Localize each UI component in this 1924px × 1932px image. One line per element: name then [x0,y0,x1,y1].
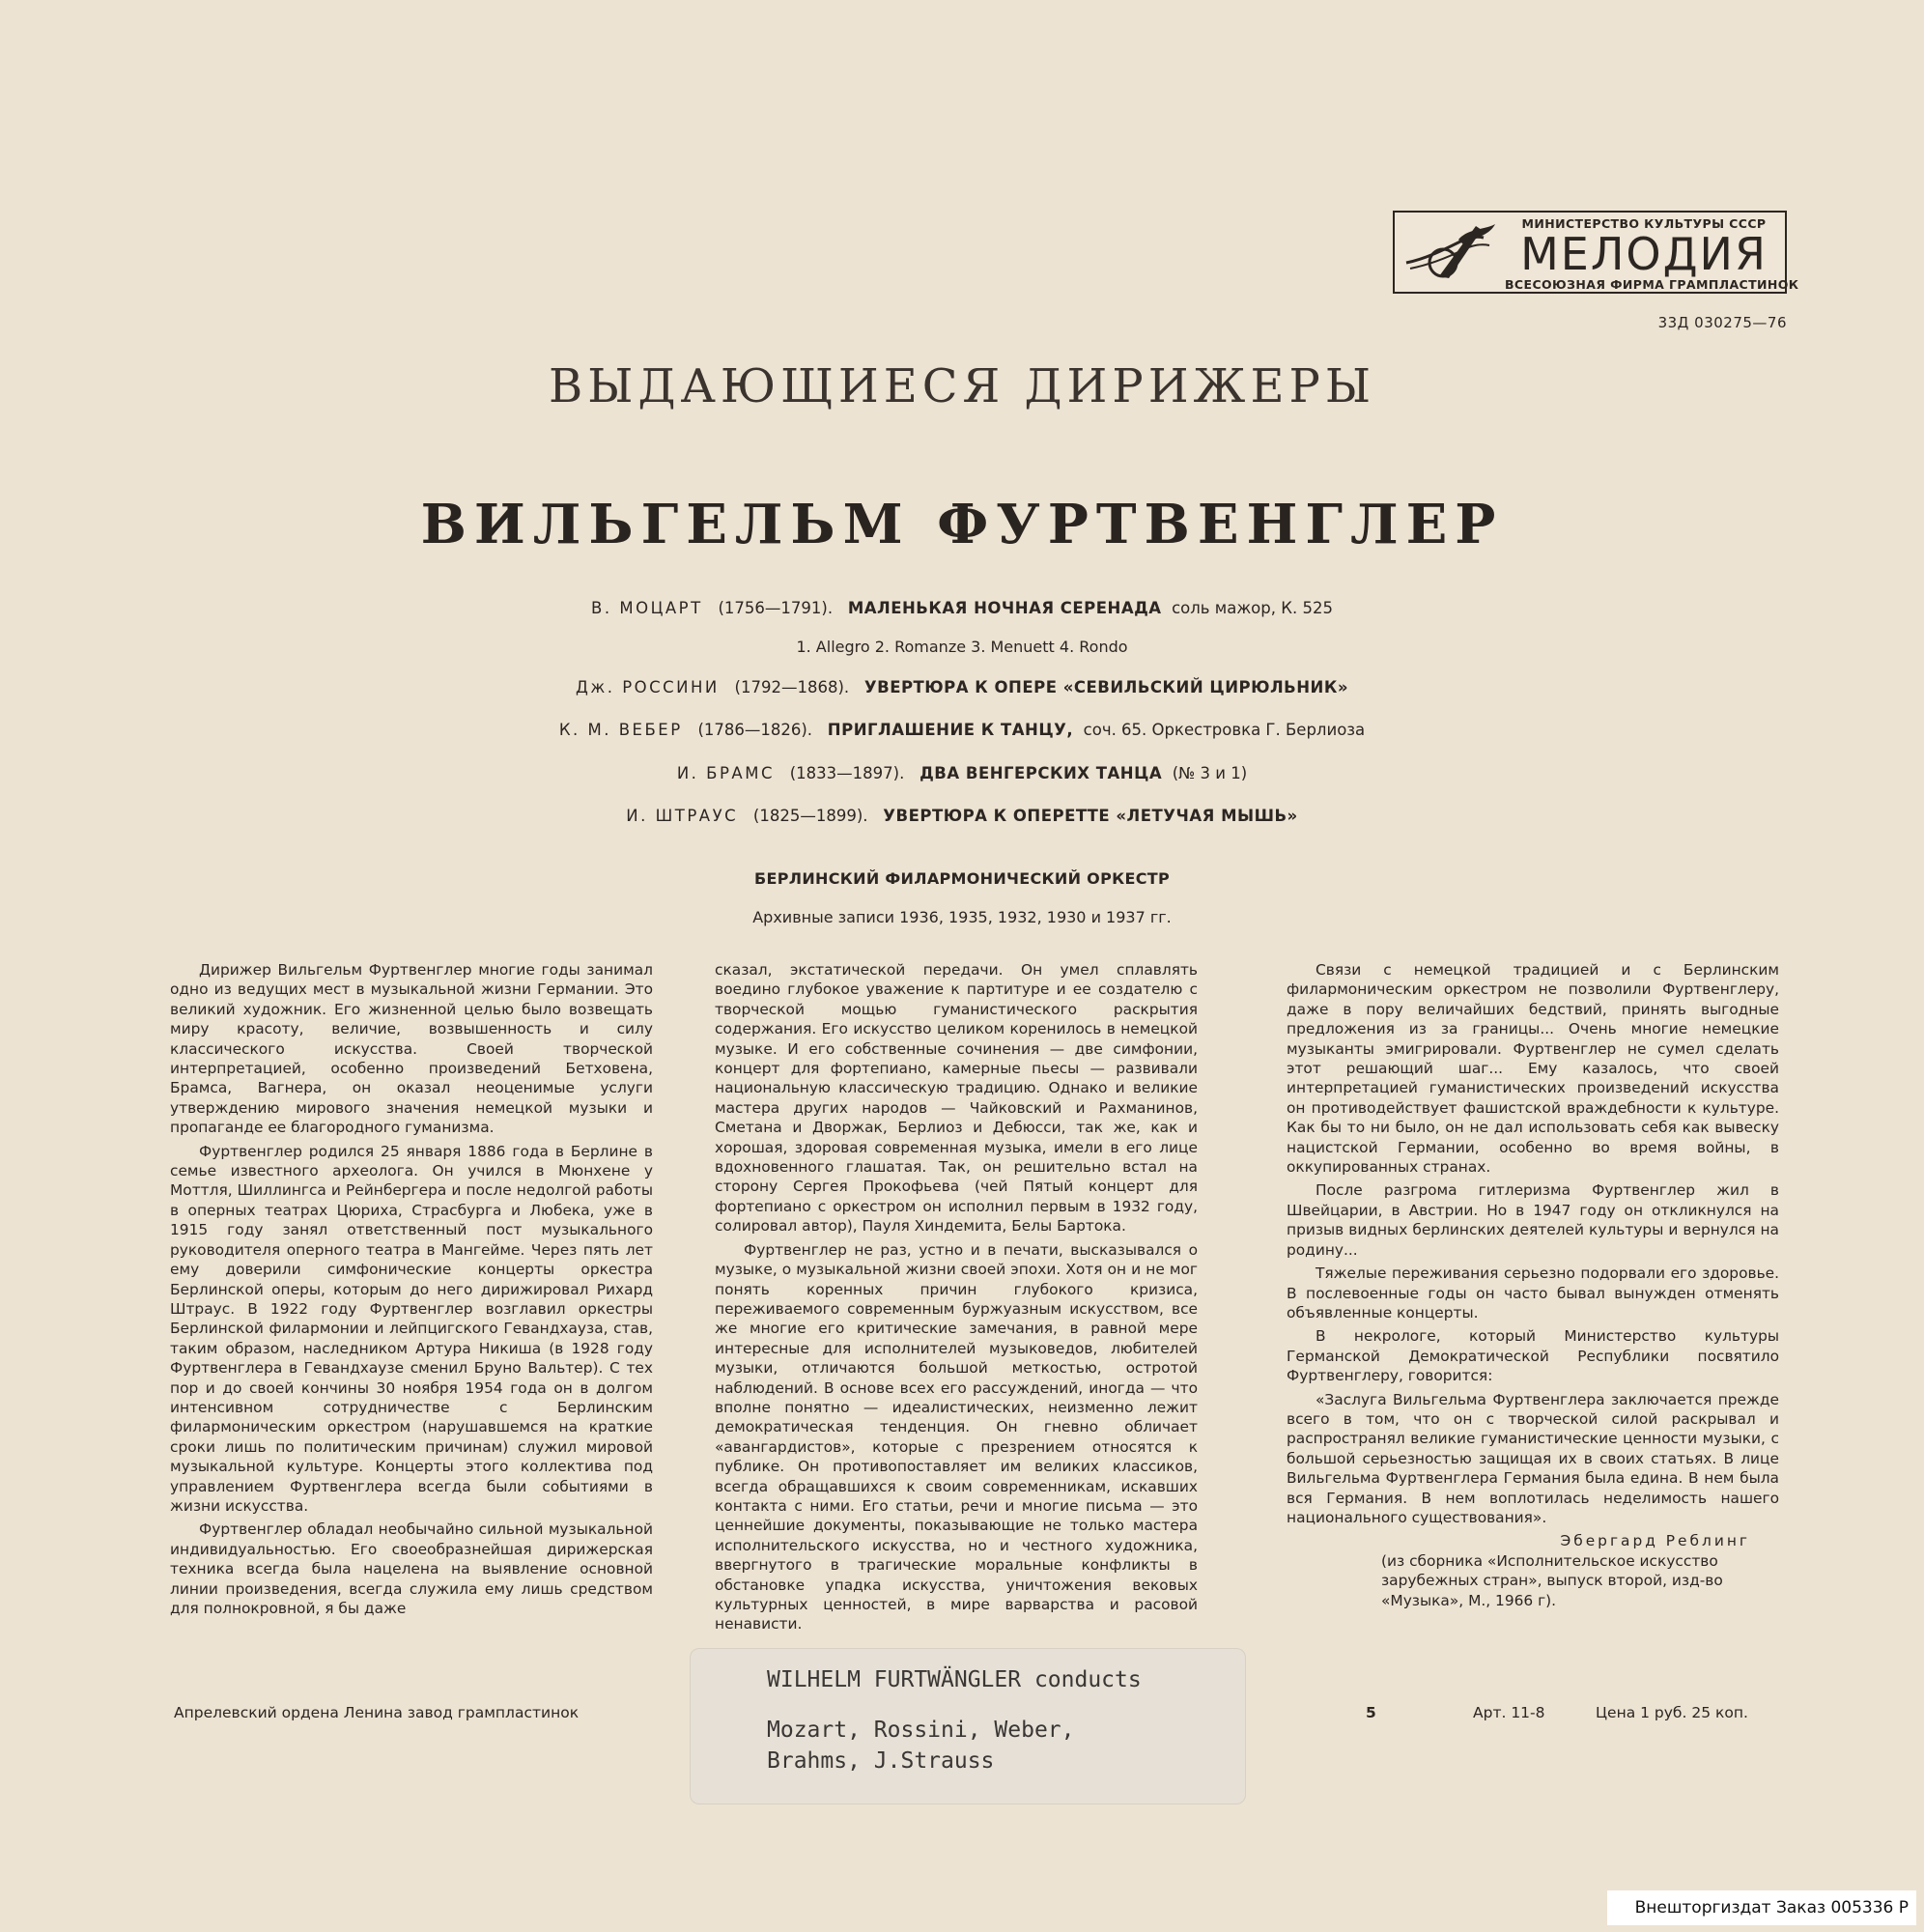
program-mozart-movements: 1. Allegro 2. Romanze 3. Menuett 4. Rondo [796,638,1128,656]
work-details: соль мажор, К. 525 [1172,599,1333,617]
logo-firm-text: ВСЕСОЮЗНАЯ ФИРМА ГРАМПЛАСТИНОК [1505,277,1799,292]
paragraph: Связи с немецкой традицией и с Берлинским филармоническим оркестром не позволили Фуртвенглеру, даже в пору величайших бедствий, принять выгодные предложения из за границы... Очень многие немецкие музыканты эмигрировали. Фуртвенглер не сумел сделать этот решающий шаг... Ему казалось, что своей интерпретацией гуманистических произведений искусства он противодействует фашистской враждебности к культуре. Как бы то ни было, он не дал использовать себя как вывеску нацистской Германии, особенно во время войны, в оккупированных странах. [1287,961,1779,1177]
archive-note: Архивные записи 1936, 1935, 1932, 1930 и 1937 гг. [752,908,1172,926]
program-brahms [0,764,1924,782]
catalog-number: 33Д 030275—76 [1657,314,1787,331]
signature-source: (из сборника «Исполнительское искусство зарубежных стран», выпуск второй, изд-во «Музыка», М., 1966 г). [1381,1551,1723,1609]
series-title: ВЫДАЮЩИЕСЯ ДИРИЖЕРЫ [548,359,1376,413]
melodiya-emblem-icon [1401,220,1501,286]
paragraph: Фуртвенглер не раз, устно и в печати, высказывался о музыке, о музыкальной жизни своей эпохи. Хотя он и не мог понять коренных причин глубокого кризиса, переживаемого современным буржуазным искусством, все же многие его критические замечания, в равной мере интересные для исполнителей музыковедов, любителей музыки, отличаются большой меткостью, остротой наблюдений. В основе всех его рассуждений, иногда — что вполне понятно — идеалистических, неизменно лежит демократическая тенденция. Он гневно обличает «авангардистов», которые с презрением относятся к публике. Он противопоставляет им великих классиков, всегда обращавшихся к своим современникам, искавших контакта с ними. Его статьи, речи и многие письма — это ценнейшие документы, показывающие не только мастера исполнительского искусства, но и честного художника, ввергнутого в трагические моральные конфликты в обстановке упадка искусства, уничтожения вековых культурных ценностей, в мире варварства и расовой ненависти. [715,1240,1198,1634]
composer-years: (1833—1897). [789,764,905,782]
sticker-line-3: Brahms, J.Strauss [767,1748,995,1774]
work-title: УВЕРТЮРА К ОПЕРЕТТЕ «ЛЕТУЧАЯ МЫШЬ» [883,807,1298,825]
article-number: Арт. 11-8 [1473,1704,1545,1721]
typed-sticker-label [690,1648,1246,1804]
work-details: соч. 65. Оркестровка Г. Берлиоза [1083,721,1366,739]
composer-years: (1756—1791). [718,599,834,617]
paragraph: В некрологе, который Министерство культуры Германской Демократической Республики посвятило Фуртвенглеру, говорится: [1287,1327,1779,1385]
signature-name: Эбергард Реблинг [1560,1532,1750,1550]
composer-name: Дж. РОССИНИ [575,678,720,696]
text-column-2 [715,960,1198,1638]
paragraph: Тяжелые переживания серьезно подорвали его здоровье. В послевоенные годы он часто бывал вынужден отменять объявленные концерты. [1287,1264,1779,1321]
work-title: ПРИГЛАШЕНИЕ К ТАНЦУ, [827,721,1074,739]
work-title: ДВА ВЕНГЕРСКИХ ТАНЦА [920,764,1163,782]
text-column-1 [170,960,653,1622]
composer-years: (1786—1826). [697,721,813,739]
composer-years: (1792—1868). [734,678,850,696]
paragraph: После разгрома гитлеризма Фуртвенглер жил в Швейцарии, в Австрии. Но в 1947 году он откликнулся на призыв видных берлинских деятелей культуры и вернулся на родину... [1287,1181,1779,1259]
paragraph: Фуртвенглер обладал необычайно сильной музыкальной индивидуальностью. Его своеобразнейшая дирижерская техника всегда была нацелена на выявление основной линии произведения, всегда служила ему лишь средством для полнокровной, я бы даже [170,1520,653,1617]
work-details: (№ 3 и 1) [1172,764,1248,782]
artist-title: ВИЛЬГЕЛЬМ ФУРТВЕНГЛЕР [420,493,1504,556]
sticker-line-1: WILHELM FURTWÄNGLER conducts [767,1667,1142,1692]
program-weber [0,721,1924,739]
program-rossini [0,678,1924,696]
paragraph: Дирижер Вильгельм Фуртвенглер многие годы занимал одно из ведущих мест в музыкальной жизни Германии. Это великий художник. Его жизненной целью было возвещать миру красоту, величие, возвышенность и силу классического искусства. Своей творческой интерпретацией, особенно произведений Бетховена, Брамса, Вагнера, он оказал неоценимые услуги утверждению мирового значения немецкой музыки и пропаганде ее благородного гуманизма. [170,961,653,1137]
composer-name: И. БРАМС [676,764,775,782]
composer-name: К. М. ВЕБЕР [558,721,683,739]
paragraph: Фуртвенглер родился 25 января 1886 года в Берлине в семье известного археолога. Он учился в Мюнхене у Моттля, Шиллингса и Рейнбергера и после недолгой работы в оперных театрах Цюриха, Страсбурга и Любека, уже в 1915 году занял ответственный пост музыкального руководителя оперного театра в Мангейме. Через пять лет ему доверили симфонические концерты оркестра Берлинской оперы, которым до него дирижировал Рихард Штраус. В 1922 году Фуртвенглер возглавил оркестры Берлинской филармонии и лейпцигского Гевандхауза, став, таким образом, наследником Артура Никиша (в 1928 году Фуртвенглера в Гевандхаузе сменил Бруно Вальтер). С тех пор и до своей кончины 30 ноября 1954 года он в долгом интенсивном сотрудничестве с Берлинским филармоническим оркестром (нарушавшемся на краткие сроки лишь по политическим причинам) служил мировой музыкальной культуре. Концерты этого коллектива под управлением Фуртвенглера всегда были событиями в жизни искусства. [170,1142,653,1515]
composer-name: В. МОЦАРТ [591,599,703,617]
melodiya-logo [1393,211,1799,294]
work-title: УВЕРТЮРА К ОПЕРЕ «СЕВИЛЬСКИЙ ЦИРЮЛЬНИК» [863,678,1349,696]
program-mozart [0,599,1924,617]
logo-ministry-text: МИНИСТЕРСТВО КУЛЬТУРЫ СССР [1521,216,1767,231]
sticker-line-2: Mozart, Rossini, Weber, [767,1718,1075,1743]
logo-brand-text: МЕЛОДИЯ [1520,228,1768,280]
quote-paragraph: «Заслуга Вильгельма Фуртвенглера заключается прежде всего в том, что он с творческой силой раскрывал и распространял великие гуманистические ценности музыки, с большой серьезностью защищая их в своих статьях. В лице Вильгельма Фуртвенглера Германия была едина. В нем была вся Германия. В нем воплотилась неделимость нашего национального существования». [1287,1390,1779,1526]
composer-years: (1825—1899). [752,807,868,825]
paragraph: сказал, экстатической передачи. Он умел сплавлять воедино глубокое уважение к партитуре и ее создателю с творческой мощью гуманистического раскрытия содержания. Его искусство целиком коренилось в немецкой музыке. И его собственные сочинения — две симфонии, концерт для фортепиано, камерные пьесы — развивали национальную классическую традицию. Однако и великие мастера других народов — Чайковский и Рахманинов, Сметана и Дворжак, Берлиоз и Дебюсси, так же, как и хорошая, здоровая современная музыка, имели в его лице вдохновенного глашатая. Так, он решительно встал на сторону Сергея Прокофьева (чей Пятый концерт для фортепиано с оркестром он исполнил первым в 1932 году, солировал автор), Пауля Хиндемита, Белы Бартока. [715,961,1198,1236]
orchestra-name: БЕРЛИНСКИЙ ФИЛАРМОНИЧЕСКИЙ ОРКЕСТР [753,869,1170,888]
program-strauss [0,807,1924,825]
factory-name: Апрелевский ордена Ленина завод грампластинок [174,1704,580,1721]
text-column-3 [1287,960,1779,1614]
price: Цена 1 руб. 25 коп. [1596,1704,1748,1721]
order-number: Внешторгиздат Заказ 005336 Р [1607,1890,1916,1925]
work-title: МАЛЕНЬКАЯ НОЧНАЯ СЕРЕНАДА [847,599,1162,617]
composer-name: И. ШТРАУС [626,807,739,825]
page-number: 5 [1366,1704,1376,1721]
